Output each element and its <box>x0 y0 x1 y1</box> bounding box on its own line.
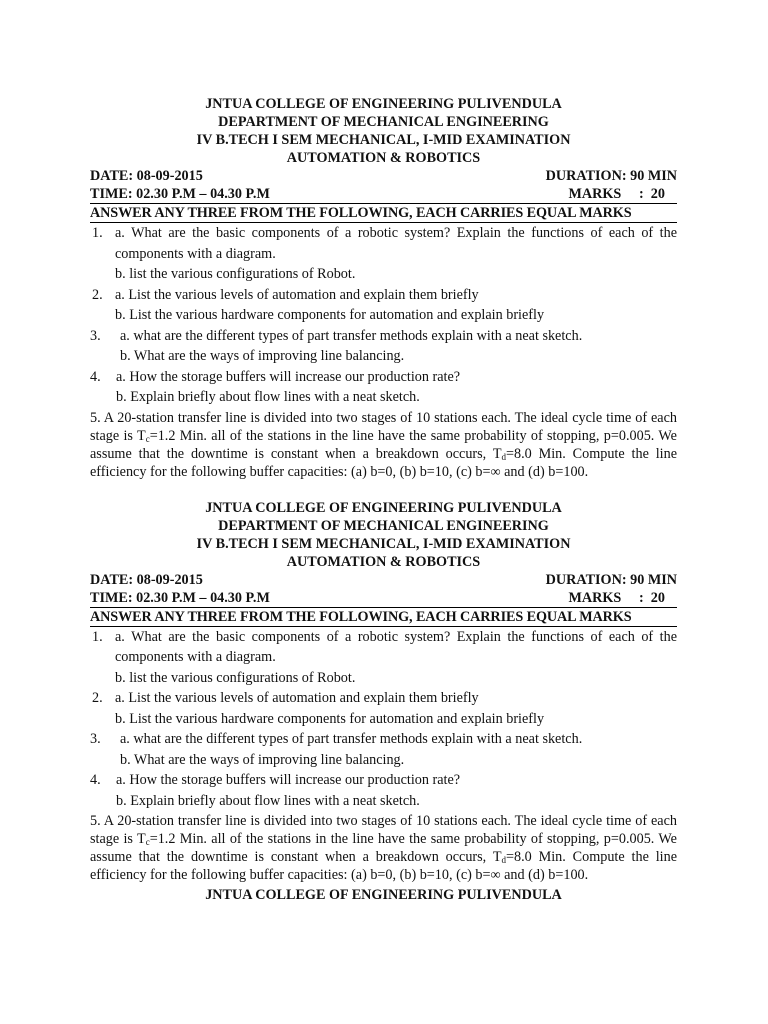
question-text: b. list the various configurations of Robot. <box>115 669 356 686</box>
question-text: a. what are the different types of part transfer methods explain with a neat sketch. <box>120 731 583 747</box>
question-2a <box>90 688 677 709</box>
question-text: 5. A 20-station transfer line is divided into two stages of 10 stations each. The ideal cycle time of each stage is T <box>90 409 677 444</box>
exam-name: IV B.TECH I SEM MECHANICAL, I-MID EXAMINATION <box>196 132 571 148</box>
question-text: =1.2 Min. all of the stations in the line have the same probability of stopping, p=0.005. We assume that the downtime is constant when a breakdown occurs, T <box>90 831 677 865</box>
subscript-c: c <box>145 433 150 444</box>
question-text: =8.0 Min. Compute the line efficiency for the following buffer capacities: (a) b=0, (b) b=10, (c) b=∞ and (d) b=100. <box>90 849 677 883</box>
question-text: =1.2 Min. all of the stations in the line have the same probability of stopping, p=0.005. We assume that the downtime is constant when a breakdown occurs, T <box>90 427 677 462</box>
question-number: 2. <box>92 690 103 706</box>
question-text: b. What are the ways of improving line balancing. <box>120 751 405 768</box>
question-3b <box>90 750 677 771</box>
question-5 <box>90 812 677 884</box>
exam-marks: MARKS : 20 <box>568 186 665 202</box>
exam-date: DATE: 08-09-2015 <box>90 168 203 184</box>
question-number: 1. <box>92 225 103 241</box>
question-1a <box>90 627 677 668</box>
subject-name: AUTOMATION & ROBOTICS <box>286 150 481 166</box>
question-3a <box>90 729 677 750</box>
question-4b <box>90 791 677 812</box>
question-list <box>90 223 677 408</box>
subscript-c: c <box>145 837 150 847</box>
exam-time: TIME: 02.30 P.M – 04.30 P.M <box>90 186 270 202</box>
college-name: JNTUA COLLEGE OF ENGINEERING PULIVENDULA <box>205 96 562 112</box>
question-number: 2. <box>92 286 103 303</box>
question-text: a. What are the basic components of a robotic system? Explain the functions of each of the components with a diagram. <box>115 225 677 262</box>
exam-page <box>90 95 677 904</box>
question-3a <box>90 326 677 347</box>
question-text: =8.0 Min. Compute the line efficiency for the following buffer capacities: (a) b=0, (b) b=10, (c) b=∞ and (d) b=100. <box>90 445 677 480</box>
question-3b <box>90 346 677 367</box>
question-text: a. List the various levels of automation and explain them briefly <box>115 690 479 706</box>
exam-duration: DURATION: 90 MIN <box>545 571 677 588</box>
question-4b <box>90 387 677 408</box>
question-4a <box>90 770 677 791</box>
subscript-d: d <box>501 451 506 462</box>
question-list <box>90 627 677 812</box>
department-name: DEPARTMENT OF MECHANICAL ENGINEERING <box>218 114 549 130</box>
question-number: 3. <box>90 327 101 344</box>
question-text: b. list the various configurations of Robot. <box>115 266 356 282</box>
question-text: a. List the various levels of automation and explain them briefly <box>115 286 479 303</box>
department-name: DEPARTMENT OF MECHANICAL ENGINEERING <box>218 517 549 534</box>
question-2a <box>90 285 677 306</box>
exam-time: TIME: 02.30 P.M – 04.30 P.M <box>90 589 270 606</box>
exam-marks: MARKS : 20 <box>568 589 665 606</box>
question-4a <box>90 367 677 388</box>
question-1b <box>90 668 677 689</box>
question-2b <box>90 305 677 326</box>
exam-name: IV B.TECH I SEM MECHANICAL, I-MID EXAMINATION <box>196 535 571 552</box>
question-2b <box>90 709 677 730</box>
question-text: b. List the various hardware components for automation and explain briefly <box>115 307 545 323</box>
question-number: 1. <box>92 628 103 645</box>
exam-paper-copy-2 <box>90 499 677 885</box>
exam-date: DATE: 08-09-2015 <box>90 571 203 588</box>
time-marks-row <box>90 185 677 203</box>
exam-duration: DURATION: 90 MIN <box>545 168 677 184</box>
question-text: b. What are the ways of improving line balancing. <box>120 348 405 364</box>
date-duration-row <box>90 167 677 185</box>
question-text: b. Explain briefly about flow lines with a neat sketch. <box>116 792 420 809</box>
subject-name: AUTOMATION & ROBOTICS <box>286 553 481 570</box>
question-1b <box>90 264 677 285</box>
question-5 <box>90 409 677 481</box>
question-text: b. Explain briefly about flow lines with a neat sketch. <box>116 389 420 405</box>
college-name: JNTUA COLLEGE OF ENGINEERING PULIVENDULA <box>205 499 562 516</box>
question-text: 5. A 20-station transfer line is divided into two stages of 10 stations each. The ideal cycle time of each stage is T <box>90 813 677 847</box>
question-number: 4. <box>90 368 101 385</box>
question-text: a. what are the different types of part transfer methods explain with a neat sketch. <box>120 327 583 344</box>
college-name-footer: JNTUA COLLEGE OF ENGINEERING PULIVENDULA <box>205 887 562 903</box>
question-text: b. List the various hardware components for automation and explain briefly <box>115 710 545 727</box>
date-duration-row <box>90 571 677 589</box>
question-1a <box>90 223 677 264</box>
question-number: 4. <box>90 772 101 788</box>
question-text: a. What are the basic components of a robotic system? Explain the functions of each of the components with a diagram. <box>115 628 677 665</box>
question-text: a. How the storage buffers will increase our production rate? <box>116 368 461 385</box>
instruction: ANSWER ANY THREE FROM THE FOLLOWING, EACH CARRIES EQUAL MARKS <box>90 203 677 223</box>
exam-paper-copy-1 <box>90 95 677 481</box>
subscript-d: d <box>501 855 506 865</box>
instruction: ANSWER ANY THREE FROM THE FOLLOWING, EACH CARRIES EQUAL MARKS <box>90 607 677 627</box>
question-number: 3. <box>90 731 101 747</box>
question-text: a. How the storage buffers will increase our production rate? <box>116 772 461 788</box>
time-marks-row <box>90 589 677 607</box>
